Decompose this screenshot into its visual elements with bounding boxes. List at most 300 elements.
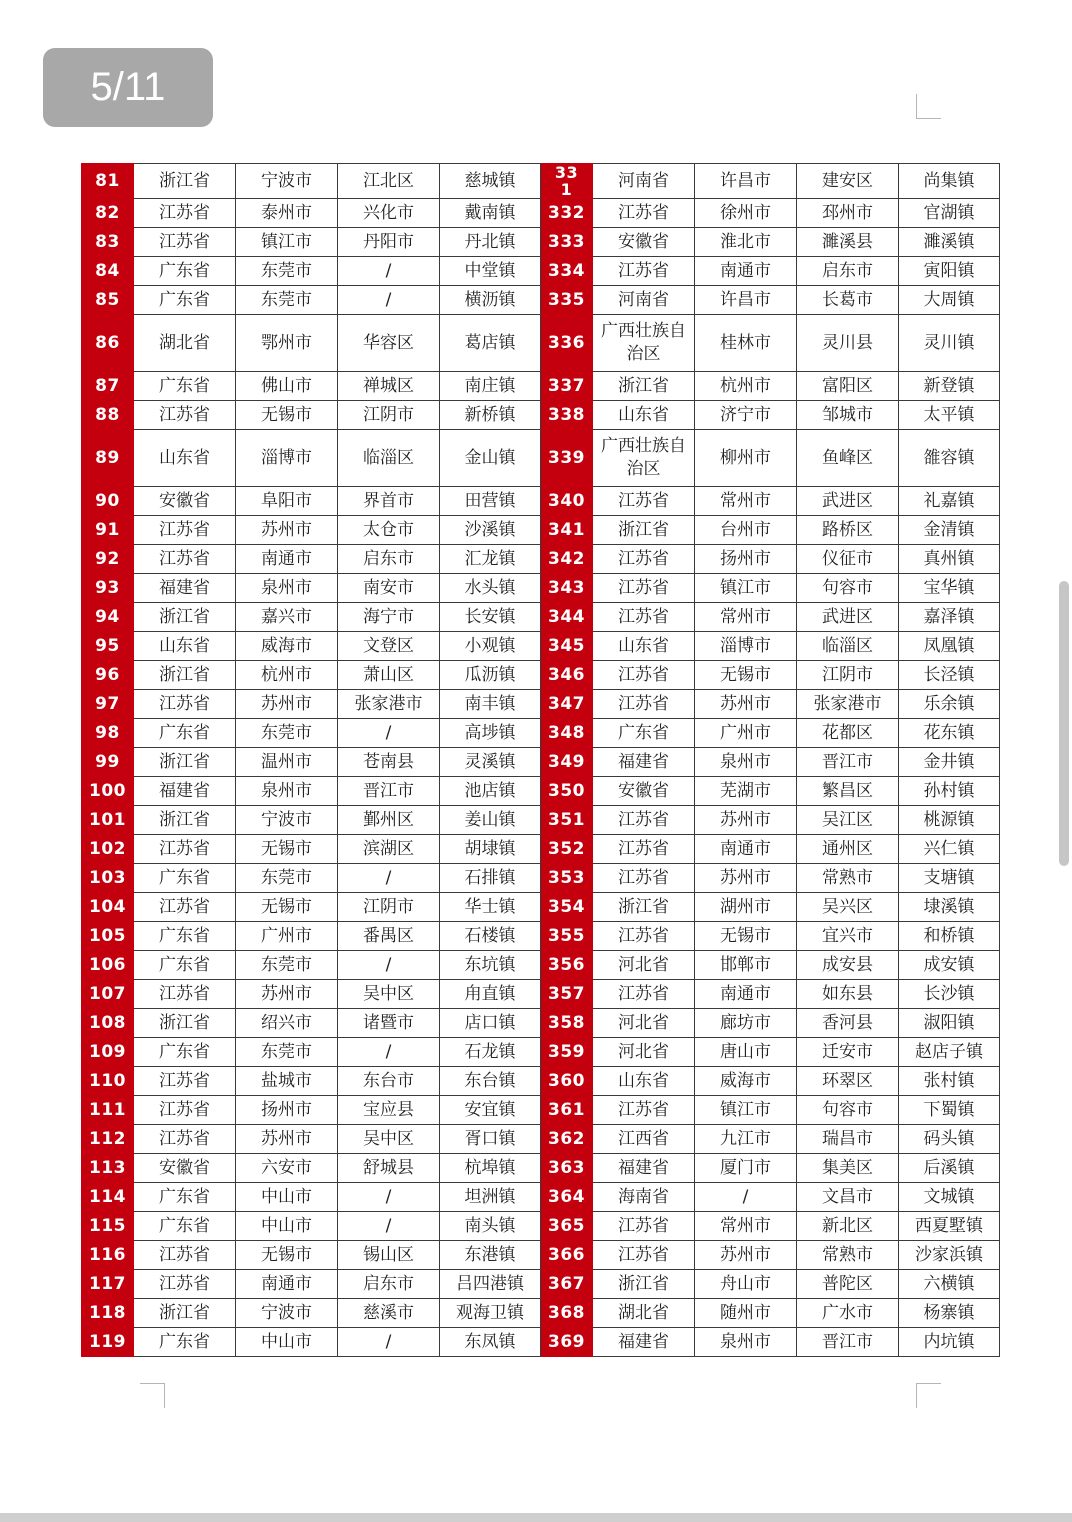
district-cell: /: [338, 864, 440, 893]
city-cell: 东莞市: [236, 719, 338, 748]
city-cell: 嘉兴市: [236, 603, 338, 632]
district-cell: 吴中区: [338, 980, 440, 1009]
table-row: [82, 1212, 1000, 1241]
row-number: 117: [82, 1270, 134, 1299]
city-cell: 南通市: [236, 1270, 338, 1299]
town-cell: 官湖镇: [899, 199, 1000, 228]
district-cell: 舒城县: [338, 1154, 440, 1183]
province-cell: 广东省: [134, 372, 236, 401]
district-cell: 锡山区: [338, 1241, 440, 1270]
table-row: [82, 603, 1000, 632]
city-cell: 东莞市: [236, 951, 338, 980]
row-number: 356: [541, 951, 593, 980]
row-number: 87: [82, 372, 134, 401]
table-row: [82, 430, 1000, 487]
city-cell: 宁波市: [236, 1299, 338, 1328]
district-cell: /: [338, 1212, 440, 1241]
district-cell: 启东市: [797, 257, 899, 286]
row-number: 346: [541, 661, 593, 690]
crop-mark-bottom-right: [916, 1383, 941, 1408]
town-cell: 慈城镇: [440, 164, 541, 199]
city-cell: 威海市: [695, 1067, 797, 1096]
district-cell: 吴兴区: [797, 893, 899, 922]
province-cell: 安徽省: [134, 487, 236, 516]
table-row: [82, 951, 1000, 980]
province-cell: 山东省: [134, 430, 236, 487]
province-cell: 海南省: [593, 1183, 695, 1212]
row-number: 104: [82, 893, 134, 922]
district-cell: 滨湖区: [338, 835, 440, 864]
town-cell: 六横镇: [899, 1270, 1000, 1299]
province-cell: 广东省: [134, 1038, 236, 1067]
row-number: 81: [82, 164, 134, 199]
province-cell: 浙江省: [134, 806, 236, 835]
district-cell: 张家港市: [797, 690, 899, 719]
city-cell: 中山市: [236, 1183, 338, 1212]
row-number: 354: [541, 893, 593, 922]
row-number: 106: [82, 951, 134, 980]
district-cell: 如东县: [797, 980, 899, 1009]
district-cell: /: [338, 257, 440, 286]
city-cell: 许昌市: [695, 164, 797, 199]
city-cell: 东莞市: [236, 286, 338, 315]
district-cell: 萧山区: [338, 661, 440, 690]
province-cell: 浙江省: [593, 893, 695, 922]
town-cell: 大周镇: [899, 286, 1000, 315]
city-cell: 台州市: [695, 516, 797, 545]
row-number: 363: [541, 1154, 593, 1183]
province-cell: 浙江省: [134, 1009, 236, 1038]
town-cell: 田营镇: [440, 487, 541, 516]
row-number: 334: [541, 257, 593, 286]
district-cell: 江阴市: [338, 893, 440, 922]
row-number: 89: [82, 430, 134, 487]
town-cell: 寅阳镇: [899, 257, 1000, 286]
row-number: 96: [82, 661, 134, 690]
city-cell: 常州市: [695, 1212, 797, 1241]
row-number: 90: [82, 487, 134, 516]
province-cell: 福建省: [593, 748, 695, 777]
row-number: 102: [82, 835, 134, 864]
table-row: [82, 864, 1000, 893]
district-cell: /: [338, 1328, 440, 1357]
province-cell: 河北省: [593, 1009, 695, 1038]
city-cell: 东莞市: [236, 1038, 338, 1067]
city-cell: 苏州市: [695, 806, 797, 835]
town-cell: 南丰镇: [440, 690, 541, 719]
city-cell: 苏州市: [236, 1125, 338, 1154]
district-cell: 晋江市: [797, 1328, 899, 1357]
row-number: 367: [541, 1270, 593, 1299]
city-cell: 无锡市: [695, 661, 797, 690]
row-number: 335: [541, 286, 593, 315]
town-cell: 观海卫镇: [440, 1299, 541, 1328]
row-number: 103: [82, 864, 134, 893]
town-cell: 甪直镇: [440, 980, 541, 1009]
row-number: 95: [82, 632, 134, 661]
province-cell: 河北省: [593, 1038, 695, 1067]
province-cell: 江苏省: [134, 199, 236, 228]
city-cell: 唐山市: [695, 1038, 797, 1067]
city-cell: 桂林市: [695, 315, 797, 372]
district-cell: 迁安市: [797, 1038, 899, 1067]
district-cell: 邹城市: [797, 401, 899, 430]
town-cell: 嘉泽镇: [899, 603, 1000, 632]
province-cell: 河南省: [593, 164, 695, 199]
town-cell: 和桥镇: [899, 922, 1000, 951]
town-cell: 内坑镇: [899, 1328, 1000, 1357]
province-cell: 江苏省: [593, 545, 695, 574]
district-cell: 江阴市: [338, 401, 440, 430]
district-cell: 禅城区: [338, 372, 440, 401]
province-cell: 江苏省: [134, 893, 236, 922]
table-row: [82, 1067, 1000, 1096]
city-cell: 镇江市: [695, 1096, 797, 1125]
province-cell: 江苏省: [593, 1096, 695, 1125]
town-cell: 宝华镇: [899, 574, 1000, 603]
city-cell: 东莞市: [236, 864, 338, 893]
province-cell: 广东省: [134, 286, 236, 315]
table-row: [82, 574, 1000, 603]
town-cell: 灵川镇: [899, 315, 1000, 372]
row-number: 110: [82, 1067, 134, 1096]
province-cell: 广东省: [134, 257, 236, 286]
city-cell: 南通市: [695, 257, 797, 286]
table-row: [82, 777, 1000, 806]
district-cell: 宜兴市: [797, 922, 899, 951]
town-cell: 尚集镇: [899, 164, 1000, 199]
district-cell: 广水市: [797, 1299, 899, 1328]
district-cell: 新北区: [797, 1212, 899, 1241]
district-cell: 灵川县: [797, 315, 899, 372]
district-cell: 建安区: [797, 164, 899, 199]
vertical-scrollbar[interactable]: [1059, 581, 1069, 866]
province-cell: 山东省: [134, 632, 236, 661]
city-cell: 中山市: [236, 1328, 338, 1357]
town-cell: 埭溪镇: [899, 893, 1000, 922]
district-cell: /: [338, 719, 440, 748]
province-cell: 广东省: [134, 922, 236, 951]
row-number: 111: [82, 1096, 134, 1125]
table-row: [82, 1125, 1000, 1154]
town-cell: 下蜀镇: [899, 1096, 1000, 1125]
province-cell: 安徽省: [593, 777, 695, 806]
row-number: 369: [541, 1328, 593, 1357]
city-cell: 芜湖市: [695, 777, 797, 806]
table-row: [82, 1096, 1000, 1125]
city-cell: 苏州市: [236, 690, 338, 719]
row-number: 348: [541, 719, 593, 748]
city-cell: 泉州市: [236, 574, 338, 603]
province-cell: 浙江省: [593, 516, 695, 545]
city-cell: 无锡市: [236, 835, 338, 864]
row-number: 344: [541, 603, 593, 632]
row-number: 332: [541, 199, 593, 228]
district-cell: 普陀区: [797, 1270, 899, 1299]
province-cell: 江苏省: [593, 603, 695, 632]
province-cell: 江苏省: [593, 199, 695, 228]
province-cell: 山东省: [593, 401, 695, 430]
province-cell: 福建省: [593, 1328, 695, 1357]
province-cell: 广东省: [134, 1183, 236, 1212]
district-cell: 繁昌区: [797, 777, 899, 806]
row-number: 88: [82, 401, 134, 430]
town-cell: 丹北镇: [440, 228, 541, 257]
table-row: [82, 835, 1000, 864]
city-cell: 常州市: [695, 603, 797, 632]
city-cell: 无锡市: [236, 893, 338, 922]
table-row: [82, 315, 1000, 372]
province-cell: 江苏省: [134, 980, 236, 1009]
province-cell: 江苏省: [134, 835, 236, 864]
province-cell: 江苏省: [593, 1241, 695, 1270]
district-cell: 瑞昌市: [797, 1125, 899, 1154]
city-cell: 无锡市: [236, 401, 338, 430]
town-cell: 姜山镇: [440, 806, 541, 835]
city-cell: 淄博市: [236, 430, 338, 487]
town-cell: 小观镇: [440, 632, 541, 661]
district-cell: 晋江市: [338, 777, 440, 806]
district-cell: 花都区: [797, 719, 899, 748]
city-cell: 许昌市: [695, 286, 797, 315]
city-cell: 六安市: [236, 1154, 338, 1183]
city-cell: 无锡市: [236, 1241, 338, 1270]
city-cell: 湖州市: [695, 893, 797, 922]
table-row: [82, 257, 1000, 286]
province-cell: 浙江省: [134, 164, 236, 199]
province-cell: 江西省: [593, 1125, 695, 1154]
town-cell: 店口镇: [440, 1009, 541, 1038]
town-cell: 西夏墅镇: [899, 1212, 1000, 1241]
province-cell: 江苏省: [134, 1125, 236, 1154]
province-cell: 江苏省: [593, 574, 695, 603]
town-cell: 桃源镇: [899, 806, 1000, 835]
district-cell: 晋江市: [797, 748, 899, 777]
province-cell: 江苏省: [593, 487, 695, 516]
table-row: [82, 748, 1000, 777]
city-cell: 泉州市: [695, 1328, 797, 1357]
district-cell: 启东市: [338, 545, 440, 574]
district-cell: 常熟市: [797, 864, 899, 893]
province-cell: 江苏省: [593, 690, 695, 719]
row-number: 340: [541, 487, 593, 516]
town-cell: 支塘镇: [899, 864, 1000, 893]
row-number: 85: [82, 286, 134, 315]
table-row: [82, 1270, 1000, 1299]
city-cell: 厦门市: [695, 1154, 797, 1183]
city-cell: 徐州市: [695, 199, 797, 228]
city-cell: 广州市: [236, 922, 338, 951]
province-cell: 福建省: [134, 777, 236, 806]
town-cell: 南头镇: [440, 1212, 541, 1241]
table-row: [82, 1183, 1000, 1212]
row-number: 333: [541, 228, 593, 257]
row-number: 347: [541, 690, 593, 719]
province-cell: 江苏省: [593, 661, 695, 690]
town-cell: 东台镇: [440, 1067, 541, 1096]
row-number: 116: [82, 1241, 134, 1270]
province-cell: 浙江省: [593, 372, 695, 401]
town-cell: 灵溪镇: [440, 748, 541, 777]
town-cell: 水头镇: [440, 574, 541, 603]
district-cell: /: [338, 1038, 440, 1067]
city-cell: 随州市: [695, 1299, 797, 1328]
district-cell: 东台市: [338, 1067, 440, 1096]
district-cell: 通州区: [797, 835, 899, 864]
province-cell: 安徽省: [134, 1154, 236, 1183]
district-cell: 环翠区: [797, 1067, 899, 1096]
province-cell: 广东省: [134, 719, 236, 748]
city-cell: 鄂州市: [236, 315, 338, 372]
row-number: 358: [541, 1009, 593, 1038]
district-cell: 丹阳市: [338, 228, 440, 257]
district-cell: /: [338, 1183, 440, 1212]
table-row: [82, 199, 1000, 228]
table-body: [82, 164, 1000, 1357]
province-cell: 江苏省: [593, 806, 695, 835]
crop-mark-bottom-left: [140, 1383, 165, 1408]
table-row: [82, 372, 1000, 401]
city-cell: 苏州市: [695, 690, 797, 719]
district-cell: /: [338, 286, 440, 315]
province-cell: 浙江省: [134, 603, 236, 632]
city-cell: 中山市: [236, 1212, 338, 1241]
town-cell: 礼嘉镇: [899, 487, 1000, 516]
district-cell: 路桥区: [797, 516, 899, 545]
row-number: 94: [82, 603, 134, 632]
province-cell: 江苏省: [593, 257, 695, 286]
row-number: 118: [82, 1299, 134, 1328]
row-number: 360: [541, 1067, 593, 1096]
town-cell: 金清镇: [899, 516, 1000, 545]
town-cell: 真州镇: [899, 545, 1000, 574]
town-cell: 杨寨镇: [899, 1299, 1000, 1328]
row-number: 352: [541, 835, 593, 864]
city-cell: 宁波市: [236, 164, 338, 199]
city-cell: 淮北市: [695, 228, 797, 257]
table-row: [82, 286, 1000, 315]
city-cell: 无锡市: [695, 922, 797, 951]
district-cell: 鄞州区: [338, 806, 440, 835]
town-cell: 胥口镇: [440, 1125, 541, 1154]
district-cell: 张家港市: [338, 690, 440, 719]
district-cell: 临淄区: [797, 632, 899, 661]
table-row: [82, 690, 1000, 719]
province-cell: 广东省: [134, 864, 236, 893]
row-number: 365: [541, 1212, 593, 1241]
town-cell: 杭埠镇: [440, 1154, 541, 1183]
row-number: 113: [82, 1154, 134, 1183]
district-cell: 吴江区: [797, 806, 899, 835]
row-number: 99: [82, 748, 134, 777]
city-cell: 镇江市: [236, 228, 338, 257]
row-number: 350: [541, 777, 593, 806]
row-number: 368: [541, 1299, 593, 1328]
row-number: 86: [82, 315, 134, 372]
table-row: [82, 719, 1000, 748]
town-cell: 戴南镇: [440, 199, 541, 228]
city-cell: 苏州市: [236, 980, 338, 1009]
district-cell: 武进区: [797, 603, 899, 632]
district-cell: 长葛市: [797, 286, 899, 315]
district-cell: 江阴市: [797, 661, 899, 690]
city-cell: 东莞市: [236, 257, 338, 286]
row-number: 101: [82, 806, 134, 835]
province-cell: 福建省: [134, 574, 236, 603]
table-row: [82, 806, 1000, 835]
town-cell: 赵店子镇: [899, 1038, 1000, 1067]
town-cell: 金井镇: [899, 748, 1000, 777]
city-cell: 杭州市: [236, 661, 338, 690]
province-cell: 浙江省: [134, 748, 236, 777]
district-cell: 宝应县: [338, 1096, 440, 1125]
town-cell: 华士镇: [440, 893, 541, 922]
town-cell: 胡埭镇: [440, 835, 541, 864]
row-number: 119: [82, 1328, 134, 1357]
row-number: 97: [82, 690, 134, 719]
town-cell: 坦洲镇: [440, 1183, 541, 1212]
town-cell: 中堂镇: [440, 257, 541, 286]
town-cell: 濉溪镇: [899, 228, 1000, 257]
row-number: 338: [541, 401, 593, 430]
row-number: 114: [82, 1183, 134, 1212]
province-cell: 广东省: [593, 719, 695, 748]
town-cell: 新桥镇: [440, 401, 541, 430]
row-number: 364: [541, 1183, 593, 1212]
province-cell: 湖北省: [134, 315, 236, 372]
row-number: 93: [82, 574, 134, 603]
city-cell: 柳州市: [695, 430, 797, 487]
district-cell: 江北区: [338, 164, 440, 199]
row-number: 337: [541, 372, 593, 401]
city-cell: /: [695, 1183, 797, 1212]
district-cell: 富阳区: [797, 372, 899, 401]
row-number: 361: [541, 1096, 593, 1125]
city-cell: 镇江市: [695, 574, 797, 603]
town-cell: 长安镇: [440, 603, 541, 632]
table-row: [82, 893, 1000, 922]
row-number: 107: [82, 980, 134, 1009]
town-cell: 沙家浜镇: [899, 1241, 1000, 1270]
table-row: [82, 545, 1000, 574]
city-cell: 苏州市: [695, 864, 797, 893]
city-cell: 绍兴市: [236, 1009, 338, 1038]
town-cell: 新登镇: [899, 372, 1000, 401]
row-number: 91: [82, 516, 134, 545]
town-cell: 葛店镇: [440, 315, 541, 372]
row-number: 351: [541, 806, 593, 835]
table-row: [82, 922, 1000, 951]
district-cell: 慈溪市: [338, 1299, 440, 1328]
city-cell: 佛山市: [236, 372, 338, 401]
town-cell: 沙溪镇: [440, 516, 541, 545]
town-cell: 金山镇: [440, 430, 541, 487]
district-cell: 南安市: [338, 574, 440, 603]
province-cell: 浙江省: [134, 1299, 236, 1328]
province-cell: 广东省: [134, 1212, 236, 1241]
district-cell: 集美区: [797, 1154, 899, 1183]
city-cell: 淄博市: [695, 632, 797, 661]
district-cell: 句容市: [797, 574, 899, 603]
row-number: 84: [82, 257, 134, 286]
province-cell: 河北省: [593, 951, 695, 980]
town-cell: 孙村镇: [899, 777, 1000, 806]
table-row: [82, 487, 1000, 516]
row-number: 341: [541, 516, 593, 545]
city-cell: 苏州市: [236, 516, 338, 545]
district-cell: 吴中区: [338, 1125, 440, 1154]
district-cell: 启东市: [338, 1270, 440, 1299]
